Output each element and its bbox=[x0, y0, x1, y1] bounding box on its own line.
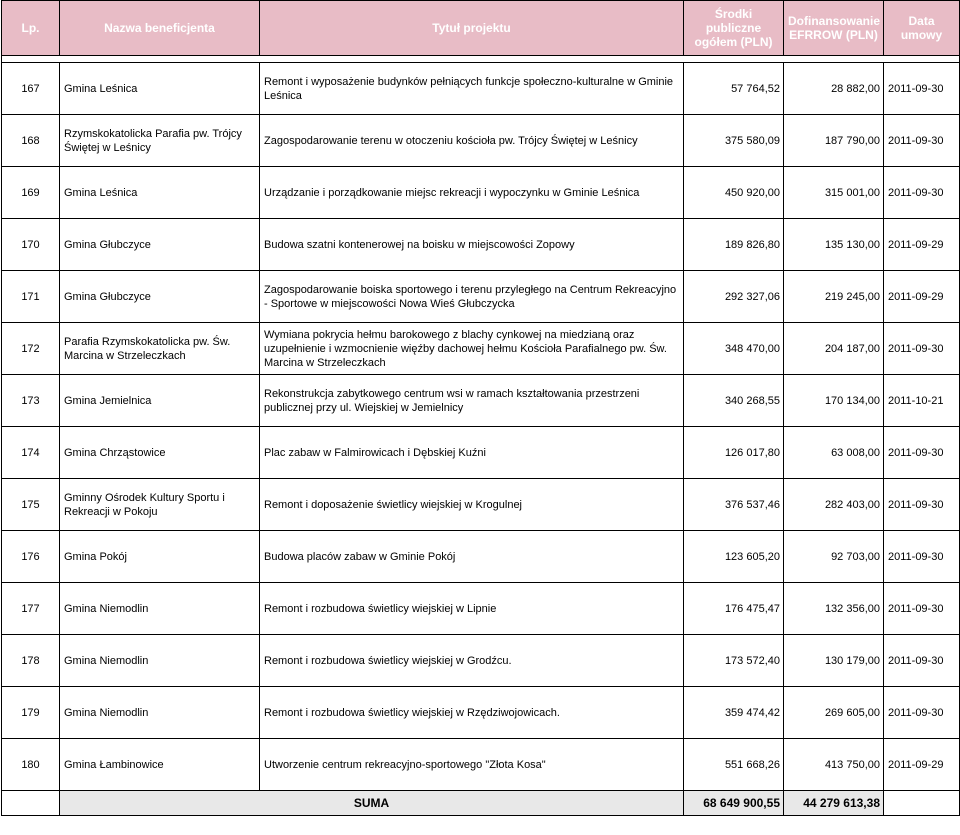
cell-lp: 169 bbox=[2, 167, 60, 219]
table-row bbox=[2, 635, 960, 687]
cell-lp: 178 bbox=[2, 635, 60, 687]
cell-beneficjent: Gmina Leśnica bbox=[60, 167, 260, 219]
cell-dofinansowanie: 187 790,00 bbox=[784, 115, 884, 167]
cell-tytul: Remont i wyposażenie budynków pełniących funkcje społeczno-kulturalne w Gminie Leśnica bbox=[260, 63, 684, 115]
cell-srodki: 348 470,00 bbox=[684, 323, 784, 375]
sum-srodki: 68 649 900,55 bbox=[684, 791, 784, 816]
cell-srodki: 450 920,00 bbox=[684, 167, 784, 219]
cell-srodki: 292 327,06 bbox=[684, 271, 784, 323]
header-spacer bbox=[2, 56, 960, 63]
cell-data: 2011-09-30 bbox=[884, 167, 960, 219]
cell-beneficjent: Gminny Ośrodek Kultury Sportu i Rekreacji w Pokoju bbox=[60, 479, 260, 531]
cell-lp: 179 bbox=[2, 687, 60, 739]
header-dofin-line1: Dofinansowanie bbox=[788, 14, 881, 28]
cell-tytul: Budowa szatni kontenerowej na boisku w miejscowości Zopowy bbox=[260, 219, 684, 271]
cell-tytul: Utworzenie centrum rekreacyjno-sportowego "Złota Kosa" bbox=[260, 739, 684, 791]
header-spacer-row bbox=[2, 56, 960, 63]
table-row bbox=[2, 583, 960, 635]
cell-dofinansowanie: 28 882,00 bbox=[784, 63, 884, 115]
table-row bbox=[2, 167, 960, 219]
cell-data: 2011-09-30 bbox=[884, 115, 960, 167]
cell-srodki: 123 605,20 bbox=[684, 531, 784, 583]
cell-tytul: Rekonstrukcja zabytkowego centrum wsi w ramach kształtowania przestrzeni publicznej przy ul. Wiejskiej w Jemielnicy bbox=[260, 375, 684, 427]
sum-blank-cell-end bbox=[884, 791, 960, 816]
cell-data: 2011-09-30 bbox=[884, 687, 960, 739]
header-srodki-line2: ogółem (PLN) bbox=[694, 35, 773, 49]
table-row bbox=[2, 375, 960, 427]
cell-lp: 174 bbox=[2, 427, 60, 479]
cell-tytul: Remont i rozbudowa świetlicy wiejskiej w Lipnie bbox=[260, 583, 684, 635]
cell-data: 2011-09-30 bbox=[884, 479, 960, 531]
projects-table bbox=[1, 0, 960, 816]
cell-tytul: Plac zabaw w Falmirowicach i Dębskiej Kuźni bbox=[260, 427, 684, 479]
cell-dofinansowanie: 204 187,00 bbox=[784, 323, 884, 375]
header-dofinansowanie bbox=[784, 1, 884, 56]
cell-lp: 175 bbox=[2, 479, 60, 531]
cell-srodki: 57 764,52 bbox=[684, 63, 784, 115]
cell-srodki: 376 537,46 bbox=[684, 479, 784, 531]
cell-dofinansowanie: 219 245,00 bbox=[784, 271, 884, 323]
sum-dofinansowanie: 44 279 613,38 bbox=[784, 791, 884, 816]
cell-srodki: 375 580,09 bbox=[684, 115, 784, 167]
cell-lp: 180 bbox=[2, 739, 60, 791]
cell-beneficjent: Gmina Jemielnica bbox=[60, 375, 260, 427]
cell-tytul: Remont i rozbudowa świetlicy wiejskiej w Grodźcu. bbox=[260, 635, 684, 687]
cell-lp: 173 bbox=[2, 375, 60, 427]
cell-beneficjent: Gmina Niemodlin bbox=[60, 687, 260, 739]
cell-tytul: Remont i doposażenie świetlicy wiejskiej w Krogulnej bbox=[260, 479, 684, 531]
cell-data: 2011-09-30 bbox=[884, 427, 960, 479]
header-dofin-line2: EFRROW (PLN) bbox=[789, 28, 878, 42]
table-row bbox=[2, 739, 960, 791]
table-row bbox=[2, 115, 960, 167]
cell-tytul: Zagospodarowanie terenu w otoczeniu kościoła pw. Trójcy Świętej w Leśnicy bbox=[260, 115, 684, 167]
table-header-row bbox=[2, 1, 960, 56]
cell-srodki: 126 017,80 bbox=[684, 427, 784, 479]
table-row bbox=[2, 479, 960, 531]
cell-data: 2011-09-30 bbox=[884, 63, 960, 115]
cell-dofinansowanie: 282 403,00 bbox=[784, 479, 884, 531]
cell-beneficjent: Gmina Chrząstowice bbox=[60, 427, 260, 479]
cell-srodki: 173 572,40 bbox=[684, 635, 784, 687]
cell-srodki: 359 474,42 bbox=[684, 687, 784, 739]
cell-data: 2011-09-30 bbox=[884, 635, 960, 687]
cell-dofinansowanie: 413 750,00 bbox=[784, 739, 884, 791]
cell-lp: 168 bbox=[2, 115, 60, 167]
sum-row bbox=[2, 791, 960, 816]
cell-lp: 177 bbox=[2, 583, 60, 635]
cell-beneficjent: Gmina Leśnica bbox=[60, 63, 260, 115]
cell-lp: 176 bbox=[2, 531, 60, 583]
cell-data: 2011-09-30 bbox=[884, 583, 960, 635]
header-data: Data umowy bbox=[884, 1, 960, 56]
cell-dofinansowanie: 63 008,00 bbox=[784, 427, 884, 479]
table-row bbox=[2, 219, 960, 271]
header-srodki-line1: Środki publiczne bbox=[705, 7, 762, 35]
table-row bbox=[2, 531, 960, 583]
cell-tytul: Zagospodarowanie boiska sportowego i terenu przyległego na Centrum Rekreacyjno - Sportowe w miejscowości Nowa Wieś Głubczycka bbox=[260, 271, 684, 323]
cell-lp: 171 bbox=[2, 271, 60, 323]
sum-label: SUMA bbox=[60, 791, 684, 816]
cell-data: 2011-09-30 bbox=[884, 323, 960, 375]
cell-lp: 167 bbox=[2, 63, 60, 115]
cell-dofinansowanie: 135 130,00 bbox=[784, 219, 884, 271]
cell-srodki: 340 268,55 bbox=[684, 375, 784, 427]
cell-beneficjent: Parafia Rzymskokatolicka pw. Św. Marcina w Strzeleczkach bbox=[60, 323, 260, 375]
table-row bbox=[2, 687, 960, 739]
header-lp: Lp. bbox=[2, 1, 60, 56]
table-row bbox=[2, 427, 960, 479]
cell-lp: 170 bbox=[2, 219, 60, 271]
cell-data: 2011-10-21 bbox=[884, 375, 960, 427]
cell-dofinansowanie: 92 703,00 bbox=[784, 531, 884, 583]
cell-beneficjent: Gmina Głubczyce bbox=[60, 271, 260, 323]
header-beneficjent: Nazwa beneficjenta bbox=[60, 1, 260, 56]
cell-dofinansowanie: 315 001,00 bbox=[784, 167, 884, 219]
cell-data: 2011-09-30 bbox=[884, 531, 960, 583]
cell-srodki: 176 475,47 bbox=[684, 583, 784, 635]
cell-dofinansowanie: 130 179,00 bbox=[784, 635, 884, 687]
table-row bbox=[2, 271, 960, 323]
cell-dofinansowanie: 132 356,00 bbox=[784, 583, 884, 635]
cell-beneficjent: Gmina Głubczyce bbox=[60, 219, 260, 271]
header-tytul: Tytuł projektu bbox=[260, 1, 684, 56]
table-row bbox=[2, 323, 960, 375]
cell-data: 2011-09-29 bbox=[884, 219, 960, 271]
cell-data: 2011-09-29 bbox=[884, 739, 960, 791]
cell-dofinansowanie: 269 605,00 bbox=[784, 687, 884, 739]
cell-beneficjent: Gmina Łambinowice bbox=[60, 739, 260, 791]
header-srodki bbox=[684, 1, 784, 56]
sum-blank-cell bbox=[2, 791, 60, 816]
cell-tytul: Remont i rozbudowa świetlicy wiejskiej w Rzędziwojowicach. bbox=[260, 687, 684, 739]
cell-beneficjent: Gmina Pokój bbox=[60, 531, 260, 583]
cell-beneficjent: Gmina Niemodlin bbox=[60, 583, 260, 635]
cell-dofinansowanie: 170 134,00 bbox=[784, 375, 884, 427]
cell-srodki: 551 668,26 bbox=[684, 739, 784, 791]
cell-data: 2011-09-29 bbox=[884, 271, 960, 323]
cell-lp: 172 bbox=[2, 323, 60, 375]
table-row bbox=[2, 63, 960, 115]
cell-tytul: Urządzanie i porządkowanie miejsc rekreacji i wypoczynku w Gminie Leśnica bbox=[260, 167, 684, 219]
table-body bbox=[2, 63, 960, 791]
cell-beneficjent: Rzymskokatolicka Parafia pw. Trójcy Świętej w Leśnicy bbox=[60, 115, 260, 167]
cell-tytul: Wymiana pokrycia hełmu barokowego z blachy cynkowej na miedzianą oraz uzupełnienie i wzmocnienie więźby dachowej hełmu Kościoła Parafialnego pw. Św. Marcina w Strzeleczkach bbox=[260, 323, 684, 375]
cell-beneficjent: Gmina Niemodlin bbox=[60, 635, 260, 687]
cell-tytul: Budowa placów zabaw w Gminie Pokój bbox=[260, 531, 684, 583]
cell-srodki: 189 826,80 bbox=[684, 219, 784, 271]
